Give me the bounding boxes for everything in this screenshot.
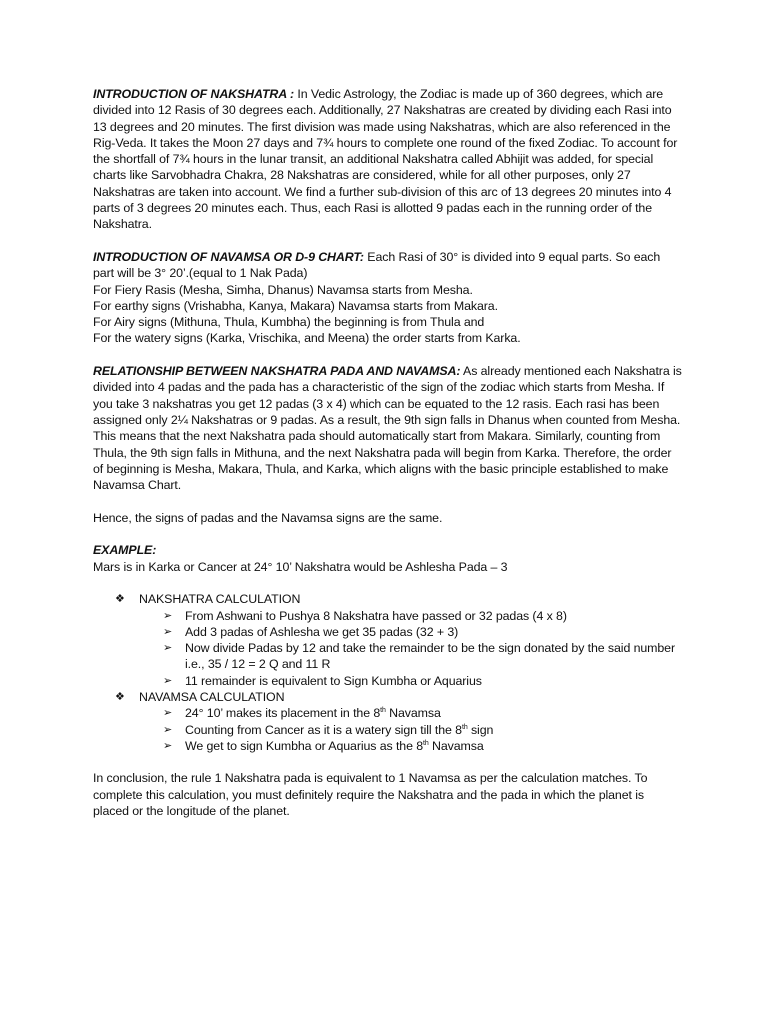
intro-navamsa-body: Each Rasi of 30° is divided into 9 equal parts. So each part will be 3° 20’.(equal to 1 Nak Pada): [93, 249, 661, 281]
diamond-bullet-icon: ❖: [115, 592, 125, 606]
nakshatra-calc-steps: [93, 608, 683, 689]
hence-paragraph: Hence, the signs of padas and the Navamsa signs are the same.: [93, 510, 443, 525]
navamsa-calc-steps: [93, 705, 683, 754]
relationship-body: As already mentioned each Nakshatra is divided into 4 padas and the pada has a characteristic of the sign of the zodiac which starts from Mesha. If you take 3 nakshatras you get 12 padas (3 x 4) which can be equated to the 12 rasis. Each rasi has been assigned only 2¼ Nakshatras or 9 padas. As a result, the 9th sign falls in Dhanus when counted from Mesha. This means that the next Nakshatra pada should automatically start from Makara. Similarly, counting from Thula, the 9th sign falls in Mithuna, and the next Nakshatra pada will begin from Karka. Therefore, the order of beginning is Mesha, Makara, Thula, and Karka, which aligns with the basic principle established to make Navamsa Chart.: [93, 364, 682, 493]
ordinal-suffix: th: [423, 739, 429, 747]
example-block: [93, 542, 683, 575]
nakshatra-calc-title: NAKSHATRA CALCULATION: [139, 592, 301, 607]
relationship-heading: RELATIONSHIP BETWEEN NAKSHATRA PADA AND NAVAMSA:: [93, 364, 461, 379]
example-line: Mars is in Karka or Cancer at 24° 10’ Nakshatra would be Ashlesha Pada – 3: [93, 559, 508, 574]
navamsa-rule-airy: For Airy signs (Mithuna, Thula, Kumbha) the beginning is from Thula and: [93, 315, 485, 330]
list-item: [93, 673, 683, 689]
relationship-paragraph: [93, 363, 683, 493]
navamsa-rule-fiery: For Fiery Rasis (Mesha, Simha, Dhanus) Navamsa starts from Mesha.: [93, 282, 473, 297]
navamsa-step-3-tail: Navamsa: [428, 738, 484, 753]
list-item: [93, 689, 683, 705]
intro-nakshatra-heading: INTRODUCTION OF NAKSHATRA :: [93, 87, 295, 101]
navamsa-step-3-text: We get to sign Kumbha or Aquarius as the 8: [185, 738, 424, 753]
document-page: [93, 86, 683, 836]
navamsa-rule-earthy: For earthy signs (Vrishabha, Kanya, Makara) Navamsa starts from Makara.: [93, 298, 498, 313]
navamsa-step-1-text: 24° 10’ makes its placement in the 8: [185, 706, 381, 721]
navamsa-calc-title: NAVAMSA CALCULATION: [139, 689, 285, 704]
navamsa-step-3: [185, 738, 683, 754]
list-item: [93, 624, 683, 640]
list-item: [93, 705, 683, 754]
list-item: [93, 640, 683, 673]
navamsa-step-1: [185, 705, 683, 721]
intro-navamsa-heading: INTRODUCTION OF NAVAMSA OR D-9 CHART:: [93, 249, 364, 264]
list-item: [93, 608, 683, 624]
diamond-bullet-icon: ❖: [115, 689, 125, 703]
intro-navamsa-paragraph: [93, 249, 683, 347]
example-heading: EXAMPLE:: [93, 543, 157, 558]
calculation-list: [93, 591, 683, 754]
ordinal-suffix: th: [461, 723, 468, 731]
list-item: [93, 608, 683, 689]
intro-nakshatra-body: In Vedic Astrology, the Zodiac is made up of 360 degrees, which are divided into 12 Rasis of 30 degrees each. Additionally, 27 Nakshatras are created by dividing each Rasi into 13 degrees and 20 minutes. The first division was made using Nakshatras, which are also referenced in the Rig-Veda. It takes the Moon 27 days and 7¾ hours to complete one round of the fixed Zodiac. To account for the shortfall of 7¾ hours in the lunar transit, an additional Nakshatra called Abhijit was added, for special charts like Sarvobhadra Chakra, 28 Nakshatras are considered, while for all other purposes, only 27 Nakshatras are taken into account. We find a further sub-division of this arc of 13 degrees 20 minutes into 4 parts of 3 degrees 20 minutes each. Thus, each Rasi is allotted 9 padas each in the running order of the Nakshatra.: [93, 87, 678, 232]
arrow-bullet-icon: ➢: [163, 722, 173, 736]
arrow-bullet-icon: ➢: [163, 706, 173, 720]
nakshatra-step-4: 11 remainder is equivalent to Sign Kumbha or Aquarius: [185, 673, 482, 688]
navamsa-rule-watery: For the watery signs (Karka, Vrischika, and Meena) the order starts from Karka.: [93, 331, 521, 346]
nakshatra-step-2: Add 3 padas of Ashlesha we get 35 padas (32 + 3): [185, 624, 459, 639]
navamsa-step-2-text: Counting from Cancer as it is a watery sign till the 8: [185, 722, 462, 737]
arrow-bullet-icon: ➢: [163, 641, 173, 655]
conclusion-paragraph: In conclusion, the rule 1 Nakshatra pada is equivalent to 1 Navamsa as per the calculation matches. To complete this calculation, you must definitely require the Nakshatra and the pada in which the planet is placed or the longitude of the planet.: [93, 771, 648, 819]
intro-nakshatra-paragraph: [93, 86, 683, 233]
ordinal-suffix: th: [380, 707, 386, 715]
navamsa-step-2: [185, 722, 683, 738]
arrow-bullet-icon: ➢: [163, 624, 173, 638]
list-item: [93, 591, 683, 607]
navamsa-step-2-tail: sign: [467, 722, 494, 737]
arrow-bullet-icon: ➢: [163, 673, 173, 687]
arrow-bullet-icon: ➢: [163, 608, 173, 622]
list-item: [93, 722, 683, 738]
nakshatra-step-3: Now divide Padas by 12 and take the remainder to be the sign donated by the said number i.e., 35 / 12 = 2 Q and 11 R: [185, 641, 675, 672]
list-item: [93, 705, 683, 721]
list-item: [93, 738, 683, 754]
nakshatra-step-1: From Ashwani to Pushya 8 Nakshatra have passed or 32 padas (4 x 8): [185, 608, 567, 623]
arrow-bullet-icon: ➢: [163, 738, 173, 752]
navamsa-step-1-tail: Navamsa: [385, 706, 441, 721]
